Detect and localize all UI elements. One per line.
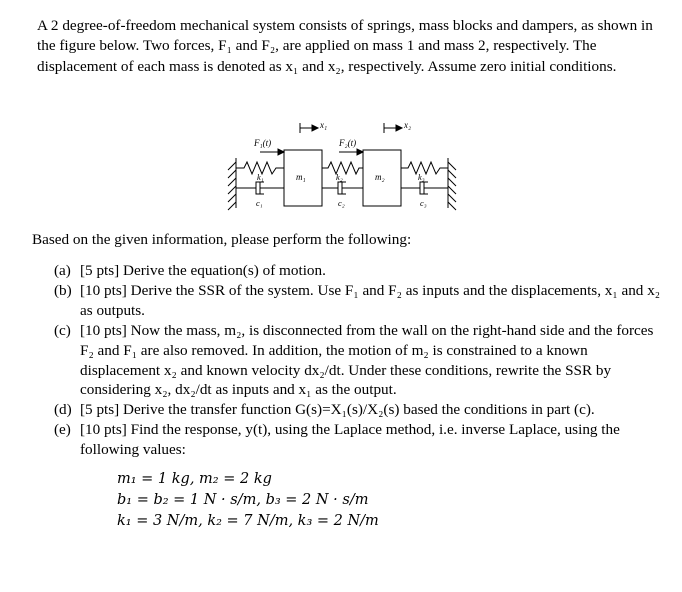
label-c3: c₃ <box>420 198 427 208</box>
label-f2: F₂(t) <box>339 138 357 148</box>
mass-values: m₁ = 1 kg, m₂ = 2 kg <box>117 471 272 487</box>
question-parts <box>54 261 666 460</box>
displacement-arrow-x1 <box>300 123 318 133</box>
label-f1: F₁(t) <box>254 138 272 148</box>
label-c1: c₁ <box>256 198 263 208</box>
part-text: [10 pts] Now the mass, m₂, is disconnected from the wall on the right-hand side and the forces F₂ and F₁ are also removed. In addition, the motion of m₂ is constrained to a known displacement x₂ and known velocity dx₂/dt. Under these conditions, rewrite the SSR by considering x₂, dx₂/dt as inputs and x₁ as the output. <box>80 321 654 399</box>
part-text: [5 pts] Derive the equation(s) of motion. <box>80 262 326 279</box>
question-part-d <box>54 400 666 420</box>
force-arrow-f2 <box>339 149 363 155</box>
part-label: (b) <box>54 281 72 299</box>
label-m2: m₂ <box>375 172 385 182</box>
label-x1: x₁ <box>320 120 328 130</box>
label-c2: c₂ <box>338 198 345 208</box>
mass-spring-damper-figure <box>218 116 464 212</box>
force-arrow-f1 <box>260 149 284 155</box>
left-wall <box>228 158 236 210</box>
question-part-c <box>54 321 666 401</box>
part-label: (e) <box>54 421 71 439</box>
given-values <box>117 469 379 531</box>
label-m1: m₁ <box>296 172 306 182</box>
system-diagram <box>218 116 464 212</box>
damper-c1 <box>236 182 284 194</box>
label-k3: k₃ <box>418 172 425 182</box>
question-part-b <box>54 281 666 321</box>
damper-c3 <box>401 182 448 194</box>
damper-c2 <box>322 182 363 194</box>
part-text: [10 pts] Derive the SSR of the system. Use F₁ and F₂ as inputs and the displacements, x₁ and x₂ as outputs. <box>80 281 661 319</box>
stiffness-values: k₁ = 3 N/m, k₂ = 7 N/m, k₃ = 2 N/m <box>117 512 379 529</box>
instructions-lead: Based on the given information, please perform the following: <box>32 231 412 248</box>
right-wall <box>448 158 456 210</box>
label-x2: x₂ <box>404 120 412 130</box>
label-k2: k₂ <box>336 172 343 182</box>
displacement-arrow-x2 <box>384 123 402 133</box>
question-part-e <box>54 420 666 460</box>
question-part-a <box>54 261 666 281</box>
label-k1: k₁ <box>257 172 264 182</box>
problem-intro: A 2 degree-of-freedom mechanical system consists of springs, mass blocks and dampers, as shown in the figure below. Two forces, F₁ and F₂, are applied on mass 1 and mass 2, respectively. The displacement of each mass is denoted as x₁ and x₂, respectively. Assume zero initial conditions. <box>37 17 653 75</box>
part-text: [10 pts] Find the response, y(t), using the Laplace method, i.e. inverse Laplace, using the following values: <box>80 421 620 459</box>
part-label: (a) <box>54 262 71 279</box>
part-text: [5 pts] Derive the transfer function G(s)=X₁(s)/X₂(s) based the conditions in part (c). <box>80 401 595 419</box>
part-label: (c) <box>54 321 71 339</box>
damping-values: b₁ = b₂ = 1 N · s/m, b₃ = 2 N · s/m <box>117 491 369 508</box>
part-label: (d) <box>54 401 72 419</box>
